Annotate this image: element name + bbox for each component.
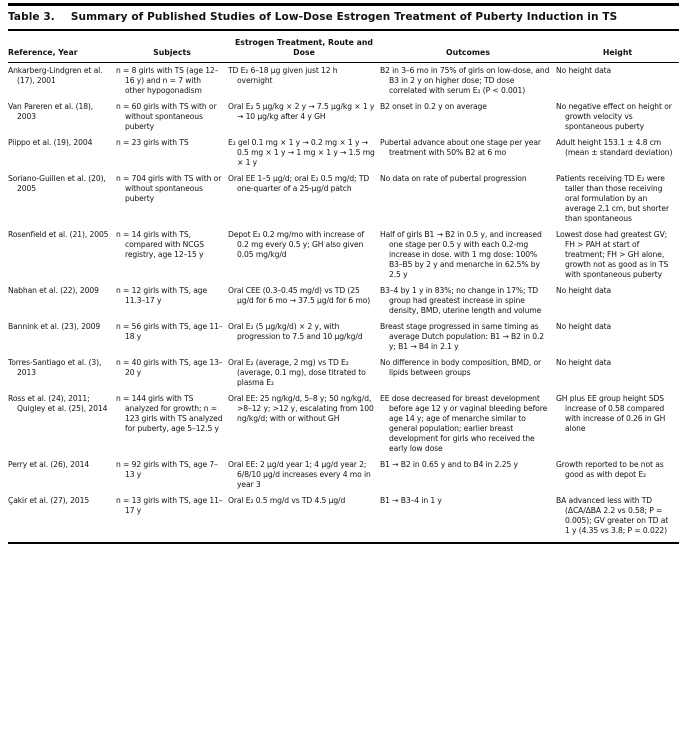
- cell-subjects: n = 8 girls with TS (age 12–16 y) and n = 7 with other hypogonadism: [116, 66, 219, 95]
- cell-subjects: n = 704 girls with TS with or without spontaneous puberty: [116, 174, 222, 203]
- cell-treatment: Oral E₂ 5 µg/kg × 2 y → 7.5 µg/kg × 1 y → 10 µg/kg after 4 y GH: [228, 102, 375, 121]
- cell-treatment: E₂ gel 0.1 mg × 1 y → 0.2 mg × 1 y → 0.5 mg × 1 y → 1 mg × 1 y → 1.5 mg × 1 y: [228, 138, 375, 167]
- cell-reference: Piippo et al. (19), 2004: [8, 138, 93, 147]
- cell-outcomes: B1 → B3–4 in 1 y: [380, 496, 442, 505]
- cell-outcomes: Half of girls B1 → B2 in 0.5 y, and increased one stage per 0.5 y with each 0.2-mg increase in dose. with 1 mg dose: 100% B3–B5 by 2 y and menarche in 62.5% by 2.5 y: [380, 230, 542, 279]
- table-row: [8, 322, 679, 358]
- col-header-treatment: Estrogen Treatment, Route and Dose: [228, 31, 380, 63]
- cell-treatment: TD E₂ 6–18 µg given just 12 h overnight: [228, 66, 338, 85]
- table-row: [8, 460, 679, 496]
- cell-height: Growth reported to be not as good as with depot E₂: [556, 460, 664, 479]
- cell-height: No height data: [556, 322, 612, 331]
- table-row: [8, 394, 679, 460]
- cell-height: No height data: [556, 66, 612, 75]
- table-title-text: Summary of Published Studies of Low-Dose Estrogen Treatment of Puberty Induction in TS: [70, 11, 618, 23]
- cell-subjects: n = 60 girls with TS with or without spontaneous puberty: [116, 102, 217, 131]
- table-title-label: Table 3.: [8, 11, 55, 23]
- table-title: [8, 3, 679, 31]
- table-row: [8, 496, 679, 543]
- header-row: [8, 31, 679, 63]
- cell-treatment: Oral E₂ (average, 2 mg) vs TD E₂ (average, 0.1 mg), dose titrated to plasma E₂: [228, 358, 366, 387]
- cell-outcomes: Pubertal advance about one stage per year treatment with 50% B2 at 6 mo: [380, 138, 541, 157]
- table-row: [8, 286, 679, 322]
- cell-subjects: n = 56 girls with TS, age 11–18 y: [116, 322, 223, 341]
- cell-subjects: n = 40 girls with TS, age 13–20 y: [116, 358, 223, 377]
- cell-outcomes: B2 onset in 0.2 y on average: [380, 102, 487, 111]
- cell-subjects: n = 14 girls with TS, compared with NCGS registry, age 12–15 y: [116, 230, 204, 259]
- cell-reference: Torres-Santiago et al. (3), 2013: [8, 358, 102, 377]
- cell-outcomes: B3–4 by 1 y in 83%; no change in 17%; TD group had greatest increase in spine density, BMD, uterine length and volume: [380, 286, 542, 315]
- col-header-reference: Reference, Year: [8, 31, 116, 63]
- cell-reference: Perry et al. (26), 2014: [8, 460, 90, 469]
- cell-subjects: n = 13 girls with TS, age 11–17 y: [116, 496, 223, 515]
- cell-reference: Ankarberg-Lindgren et al. (17), 2001: [8, 66, 103, 85]
- cell-outcomes: Breast stage progressed in same timing as average Dutch population: B1 → B2 in 0.2 y; B1 → B4 in 2.1 y: [380, 322, 545, 351]
- cell-subjects: n = 92 girls with TS, age 7–13 y: [116, 460, 218, 479]
- cell-reference: Soriano-Guillen et al. (20), 2005: [8, 174, 106, 193]
- cell-treatment: Depot E₂ 0.2 mg/mo with increase of 0.2 mg every 0.5 y; GH also given 0.05 mg/kg/d: [228, 230, 365, 259]
- table-row: [8, 230, 679, 286]
- col-header-height: Height: [556, 31, 679, 63]
- table-row: [8, 358, 679, 394]
- cell-height: No height data: [556, 358, 612, 367]
- cell-outcomes: B2 in 3–6 mo in 75% of girls on low-dose, and B3 in 2 y on higher dose; TD dose correlated with serum E₂ (P < 0.001): [380, 66, 550, 95]
- cell-reference: Çakir et al. (27), 2015: [8, 496, 90, 505]
- cell-height: No negative effect on height or growth velocity vs spontaneous puberty: [556, 102, 672, 131]
- table-body: [8, 63, 679, 544]
- table-row: [8, 174, 679, 230]
- cell-reference: Nabhan et al. (22), 2009: [8, 286, 99, 295]
- cell-treatment: Oral EE 1–5 µg/d; oral E₂ 0.5 mg/d; TD one-quarter of a 25-µg/d patch: [228, 174, 370, 193]
- cell-outcomes: B1 → B2 in 0.65 y and to B4 in 2.25 y: [380, 460, 518, 469]
- cell-height: Adult height 153.1 ± 4.8 cm (mean ± standard deviation): [556, 138, 673, 157]
- cell-treatment: Oral EE: 2 µg/d year 1; 4 µg/d year 2; 6/8/10 µg/d increases every 4 mo in year 3: [228, 460, 371, 489]
- cell-subjects: n = 23 girls with TS: [116, 138, 189, 147]
- table-row: [8, 138, 679, 174]
- cell-height: Lowest dose had greatest GV; FH > PAH at start of treatment; FH > GH alone, growth not as good as in TS with spontaneous puberty: [556, 230, 669, 279]
- cell-treatment: Oral E₂ 0.5 mg/d vs TD 4.5 µg/d: [228, 496, 346, 505]
- cell-outcomes: EE dose decreased for breast development before age 12 y or vaginal bleeding before age 14 y; age of menarche similar to general population; earlier breast development for girls who received the early low dose: [380, 394, 548, 453]
- cell-reference: Ross et al. (24), 2011; Quigley et al. (25), 2014: [8, 394, 108, 413]
- cell-treatment: Oral E₂ (5 µg/kg/d) × 2 y, with progression to 7.5 and 10 µg/kg/d: [228, 322, 363, 341]
- cell-reference: Bannink et al. (23), 2009: [8, 322, 101, 331]
- studies-table: [8, 31, 679, 544]
- cell-outcomes: No data on rate of pubertal progression: [380, 174, 527, 183]
- table-row: [8, 102, 679, 138]
- cell-reference: Van Pareren et al. (18), 2003: [8, 102, 94, 121]
- col-header-outcomes: Outcomes: [380, 31, 556, 63]
- cell-subjects: n = 144 girls with TS analyzed for growth; n = 123 girls with TS analyzed for puberty, age 5–12.5 y: [116, 394, 223, 433]
- table-header: [8, 31, 679, 63]
- cell-subjects: n = 12 girls with TS, age 11.3–17 y: [116, 286, 208, 305]
- table-row: [8, 63, 679, 103]
- cell-height: No height data: [556, 286, 612, 295]
- cell-treatment: Oral CEE (0.3–0.45 mg/d) vs TD (25 µg/d for 6 mo → 37.5 µg/d for 6 mo): [228, 286, 371, 305]
- cell-outcomes: No difference in body composition, BMD, or lipids between groups: [380, 358, 542, 377]
- cell-treatment: Oral EE: 25 ng/kg/d, 5–8 y; 50 ng/kg/d, >8–12 y; >12 y, escalating from 100 ng/kg/d; with or without GH: [228, 394, 374, 423]
- cell-height: BA advanced less with TD (ΔCA/ΔBA 2.2 vs 0.58; P = 0.005); GV greater on TD at 1 y (4.35 vs 3.8; P = 0.022): [556, 496, 669, 535]
- col-header-subjects: Subjects: [116, 31, 228, 63]
- cell-reference: Rosenfield et al. (21), 2005: [8, 230, 109, 239]
- cell-height: GH plus EE group height SDS increase of 0.58 compared with increase of 0.26 in GH alone: [556, 394, 666, 433]
- cell-height: Patients receiving TD E₂ were taller than those receiving oral formulation by an average 2.1 cm, but shorter than spontaneous: [556, 174, 670, 223]
